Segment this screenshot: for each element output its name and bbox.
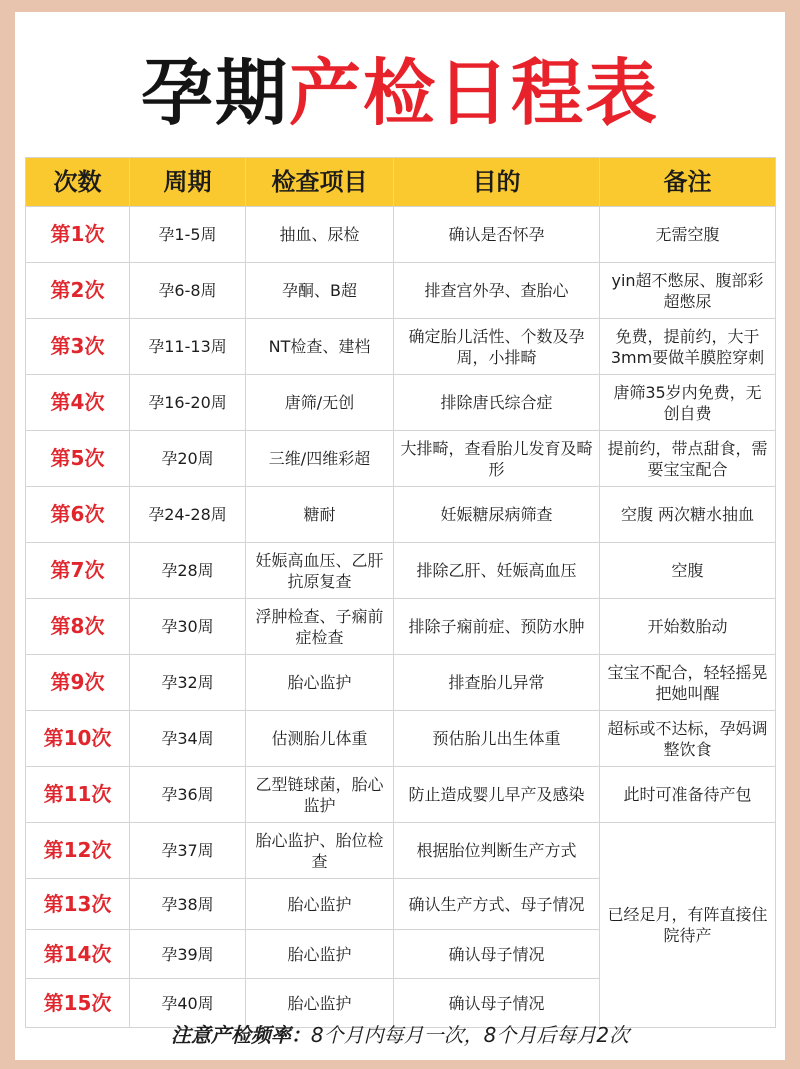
visit-number: 第14次 [26, 930, 130, 979]
visit-period: 孕36周 [130, 767, 246, 823]
visit-items: 孕酮、B超 [246, 263, 394, 319]
visit-items: 估测胎儿体重 [246, 711, 394, 767]
visit-period: 孕6-8周 [130, 263, 246, 319]
visit-period: 孕1-5周 [130, 207, 246, 263]
table-row [26, 655, 776, 711]
visit-number: 第10次 [26, 711, 130, 767]
visit-purpose: 确定胎儿活性、个数及孕周，小排畸 [394, 319, 600, 375]
visit-note: 空腹 [600, 543, 776, 599]
table-row [26, 319, 776, 375]
visit-note: 免费，提前约，大于3mm要做羊膜腔穿刺 [600, 319, 776, 375]
visit-period: 孕28周 [130, 543, 246, 599]
visit-purpose: 确认生产方式、母子情况 [394, 879, 600, 930]
table-row [26, 767, 776, 823]
table-row [26, 263, 776, 319]
visit-items: 妊娠高血压、乙肝抗原复查 [246, 543, 394, 599]
visit-purpose: 确认母子情况 [394, 979, 600, 1028]
visit-items: 唐筛/无创 [246, 375, 394, 431]
visit-period: 孕40周 [130, 979, 246, 1028]
title-part2: 产检日程表 [289, 51, 660, 135]
table-row [26, 543, 776, 599]
visit-items: NT检查、建档 [246, 319, 394, 375]
checkup-table [25, 157, 776, 1028]
table-row [26, 207, 776, 263]
visit-items: 胎心监护 [246, 930, 394, 979]
visit-purpose: 预估胎儿出生体重 [394, 711, 600, 767]
visit-number: 第5次 [26, 431, 130, 487]
visit-number: 第6次 [26, 487, 130, 543]
visit-note: 唐筛35岁内免费，无创自费 [600, 375, 776, 431]
visit-note: 开始数胎动 [600, 599, 776, 655]
footer-label: 注意产检频率： [170, 1023, 311, 1047]
visit-note: yin超不憋尿、腹部彩超憋尿 [600, 263, 776, 319]
visit-items: 胎心监护 [246, 655, 394, 711]
visit-period: 孕37周 [130, 823, 246, 879]
visit-purpose: 排查宫外孕、查胎心 [394, 263, 600, 319]
visit-purpose: 妊娠糖尿病筛查 [394, 487, 600, 543]
visit-purpose: 排查胎儿异常 [394, 655, 600, 711]
visit-note: 超标或不达标，孕妈调整饮食 [600, 711, 776, 767]
visit-period: 孕16-20周 [130, 375, 246, 431]
visit-number: 第9次 [26, 655, 130, 711]
visit-number: 第1次 [26, 207, 130, 263]
visit-number: 第4次 [26, 375, 130, 431]
visit-note: 提前约，带点甜食，需要宝宝配合 [600, 431, 776, 487]
visit-number: 第12次 [26, 823, 130, 879]
visit-items: 三维/四维彩超 [246, 431, 394, 487]
visit-note: 此时可准备待产包 [600, 767, 776, 823]
schedule-card [15, 12, 785, 1060]
header-note: 备注 [600, 158, 776, 207]
visit-items: 胎心监护、胎位检查 [246, 823, 394, 879]
title-part1: 孕期 [140, 51, 289, 135]
header-period: 周期 [130, 158, 246, 207]
table-row [26, 711, 776, 767]
visit-number: 第11次 [26, 767, 130, 823]
visit-period: 孕39周 [130, 930, 246, 979]
page-title [15, 48, 785, 138]
table-row [26, 431, 776, 487]
table-header-row [26, 158, 776, 207]
visit-period: 孕30周 [130, 599, 246, 655]
visit-items: 胎心监护 [246, 979, 394, 1028]
visit-items: 乙型链球菌，胎心监护 [246, 767, 394, 823]
table-row [26, 823, 776, 879]
visit-period: 孕11-13周 [130, 319, 246, 375]
visit-purpose: 排除子痫前症、预防水肿 [394, 599, 600, 655]
table-row [26, 487, 776, 543]
visit-number: 第13次 [26, 879, 130, 930]
visit-note: 宝宝不配合，轻轻摇晃把她叫醒 [600, 655, 776, 711]
visit-purpose: 确认是否怀孕 [394, 207, 600, 263]
footer-note [15, 1019, 785, 1048]
header-count: 次数 [26, 158, 130, 207]
visit-note-merged: 已经足月，有阵直接住院待产 [600, 823, 776, 1028]
visit-number: 第15次 [26, 979, 130, 1028]
visit-period: 孕32周 [130, 655, 246, 711]
visit-note: 空腹 两次糖水抽血 [600, 487, 776, 543]
header-items: 检查项目 [246, 158, 394, 207]
header-purpose: 目的 [394, 158, 600, 207]
visit-items: 胎心监护 [246, 879, 394, 930]
visit-number: 第3次 [26, 319, 130, 375]
visit-number: 第8次 [26, 599, 130, 655]
visit-purpose: 排除唐氏综合症 [394, 375, 600, 431]
table-row [26, 599, 776, 655]
visit-purpose: 确认母子情况 [394, 930, 600, 979]
visit-purpose: 大排畸，查看胎儿发育及畸形 [394, 431, 600, 487]
visit-items: 浮肿检查、子痫前症检查 [246, 599, 394, 655]
table-row [26, 375, 776, 431]
visit-period: 孕24-28周 [130, 487, 246, 543]
visit-purpose: 排除乙肝、妊娠高血压 [394, 543, 600, 599]
visit-purpose: 防止造成婴儿早产及感染 [394, 767, 600, 823]
visit-number: 第2次 [26, 263, 130, 319]
footer-text: 8个月内每月一次，8个月后每月2次 [310, 1023, 630, 1047]
visit-number: 第7次 [26, 543, 130, 599]
visit-items: 抽血、尿检 [246, 207, 394, 263]
visit-period: 孕38周 [130, 879, 246, 930]
visit-period: 孕20周 [130, 431, 246, 487]
visit-note: 无需空腹 [600, 207, 776, 263]
visit-purpose: 根据胎位判断生产方式 [394, 823, 600, 879]
visit-period: 孕34周 [130, 711, 246, 767]
visit-items: 糖耐 [246, 487, 394, 543]
